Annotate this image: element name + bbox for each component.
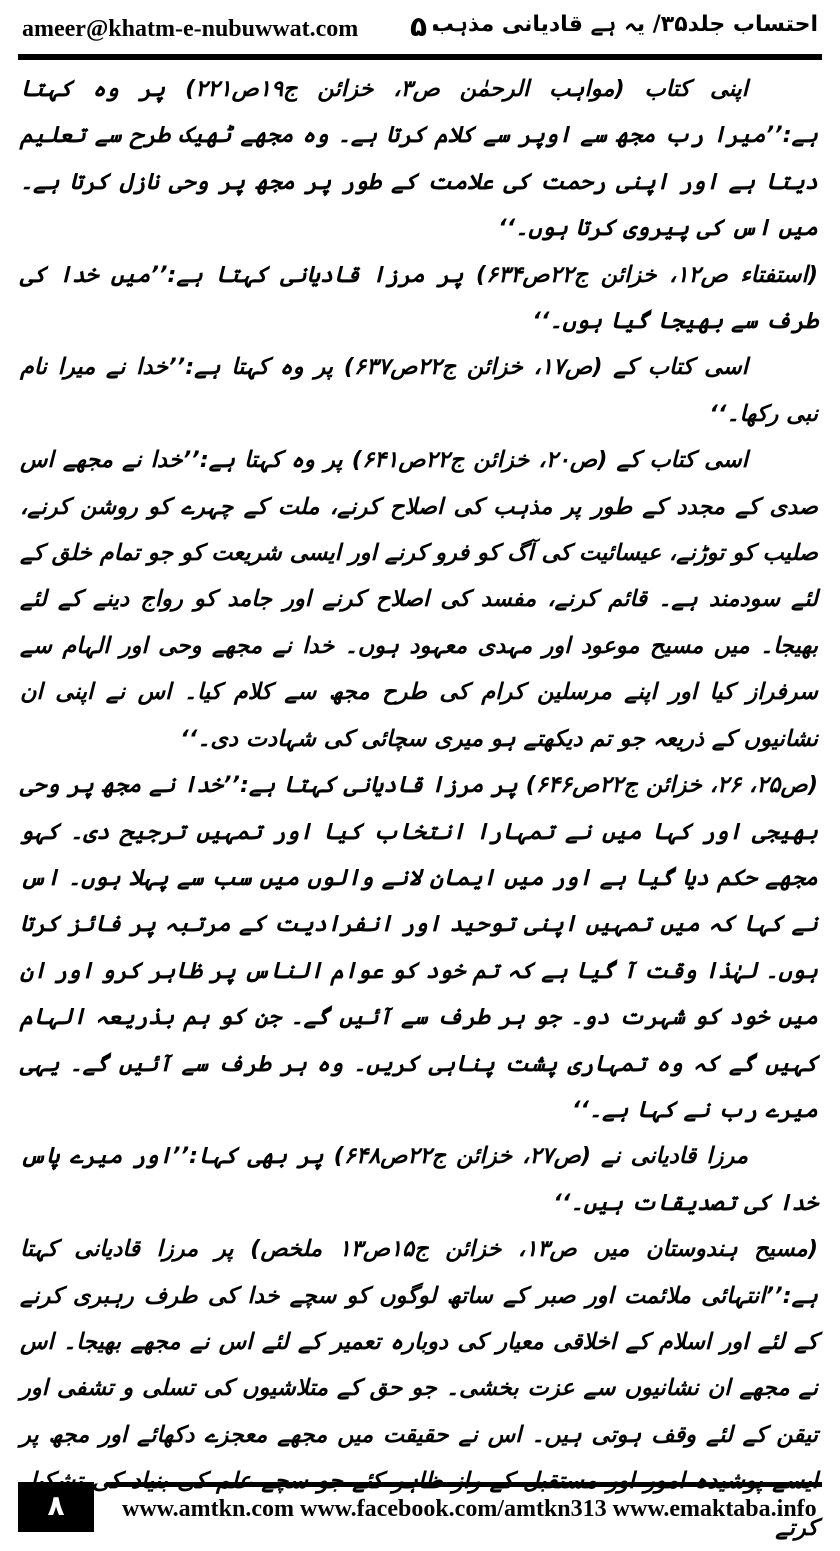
paragraph-5: (ص۲۵، ۲۶، خزائن ج۲۲ص۶۴۶) پر مرزا قادیانی کہتا ہے:’’خدا نے مجھ پر وحی بھیجی اور کہا میں نے تمہارا انتخاب کیا اور تمہیں ترجیح دی۔ کہو مجھے حکم دیا گیا ہے اور میں ایمان لانے والوں میں سب سے پہلا ہوں۔ اس نے کہا کہ میں تمہیں اپنی توحید اور انفرادیت کے مرتبہ پر فائز کرتا ہوں۔ لہٰذا وقت آ گیا ہے کہ تم خود کو عوام الناس پر ظاہر کرو اور ان میں خود کو شہرت دو۔ جو ہر طرف سے آئیں گے۔ جن کو ہم بذریعہ الہام کہیں گے کہ وہ تمہاری پشت پناہی کریں۔ وہ ہر طرف سے آئیں گے۔ یہی میرے رب نے کہا ہے۔‘‘ — [20, 772, 818, 1123]
header-page-number: ۵۰ — [410, 10, 445, 43]
page-body — [20, 66, 818, 1551]
paragraph-2: (استفتاء ص۱۲، خزائن ج۲۲ص۶۳۴) پر مرزا قادیانی کہتا ہے:’’میں خدا کی طرف سے بھیجا گیا ہوں۔‘‘ — [20, 261, 818, 335]
paragraph-1: اپنی کتاب (مواہب الرحمٰن ص۳، خزائن ج۱۹ص۲۲۱) پر وہ کہتا ہے:’’میرا رب مجھ سے اوپر سے کلام کرتا ہے۔ وہ مجھے ٹھیک طرح سے تعلیم دیتا ہے اور اپنی رحمت کی علامت کے طور پر مجھ پر وحی نازل کرتا ہے۔ میں اس کی پیروی کرتا ہوں۔‘‘ — [20, 76, 818, 242]
footer-page-number: ۸ — [18, 1482, 94, 1532]
page-header — [18, 8, 822, 52]
header-divider — [18, 54, 822, 60]
header-title: احتساب جلد۳۵/ یہ ہے قادیانی مذہب — [431, 12, 818, 37]
paragraph-7: (مسیح ہندوستان میں ص۱۳، خزائن ج۱۵ص۱۳ ملخص) پر مرزا قادیانی کہتا ہے:’’انتہائی ملائمت اور صبر کے ساتھ لوگوں کو سچے خدا کی طرف رہبری کرنے کے لئے اور اسلام کے اخلاقی معیار کی دوبارہ تعمیر کے لئے اس نے مجھے بھیجا۔ اس نے مجھے ان نشانیوں سے عزت بخشی۔ جو حق کے متلاشیوں کی تسلی و تشفی اور تیقن کے لئے وقف ہوتی ہیں۔ اس نے حقیقت میں مجھے معجزے دکھائے اور مجھ پر کرتے — [20, 1236, 819, 1541]
footer-divider — [106, 1482, 822, 1487]
paragraph-3: اسی کتاب کے (ص۱۷، خزائن ج۲۲ص۶۳۷) پر وہ کہتا ہے:’’خدا نے میرا نام نبی رکھا۔‘‘ — [20, 354, 818, 427]
page-footer — [18, 1482, 822, 1534]
paragraph-6: مرزا قادیانی نے (ص۲۷، خزائن ج۲۲ص۶۴۸) پر بھی کہا:’’اور میرے پاس خدا کی تصدیقات ہیں۔‘‘ — [20, 1143, 818, 1216]
footer-links[interactable]: www.amtkn.com www.facebook.com/amtkn313 www.emaktaba.info — [122, 1496, 817, 1522]
paragraph-4: اسی کتاب کے (ص۲۰، خزائن ج۲۲ص۶۴۱) پر وہ کہتا ہے:’’خدا نے مجھے اس صدی کے مجدد کے طور پر مذہب کی اصلاح کرنے، ملت کے چہرے کو روشن کرنے، صلیب کو توڑنے، عیسائیت کی آگ کو فرو کرنے اور ایسی شریعت کو جو تمام خلق کے لئے سودمند ہے۔ قائم کرنے، مفسد کی اصلاح کرنے اور جامد کو رواج دینے کے لئے بھیجا۔ میں مسیح موعود اور مہدی معہود ہوں۔ خدا نے مجھے وحی اور الہام سے سرفراز کیا اور اپنے مرسلین کرام کی طرح مجھ سے کلام کیا۔ اس نے اپنی ان نشانیوں کے ذریعہ جو تم دیکھتے ہو میری سچائی کی شہادت دی۔‘‘ — [20, 447, 818, 752]
header-email[interactable]: ameer@khatm-e-nubuwwat.com — [22, 16, 359, 42]
